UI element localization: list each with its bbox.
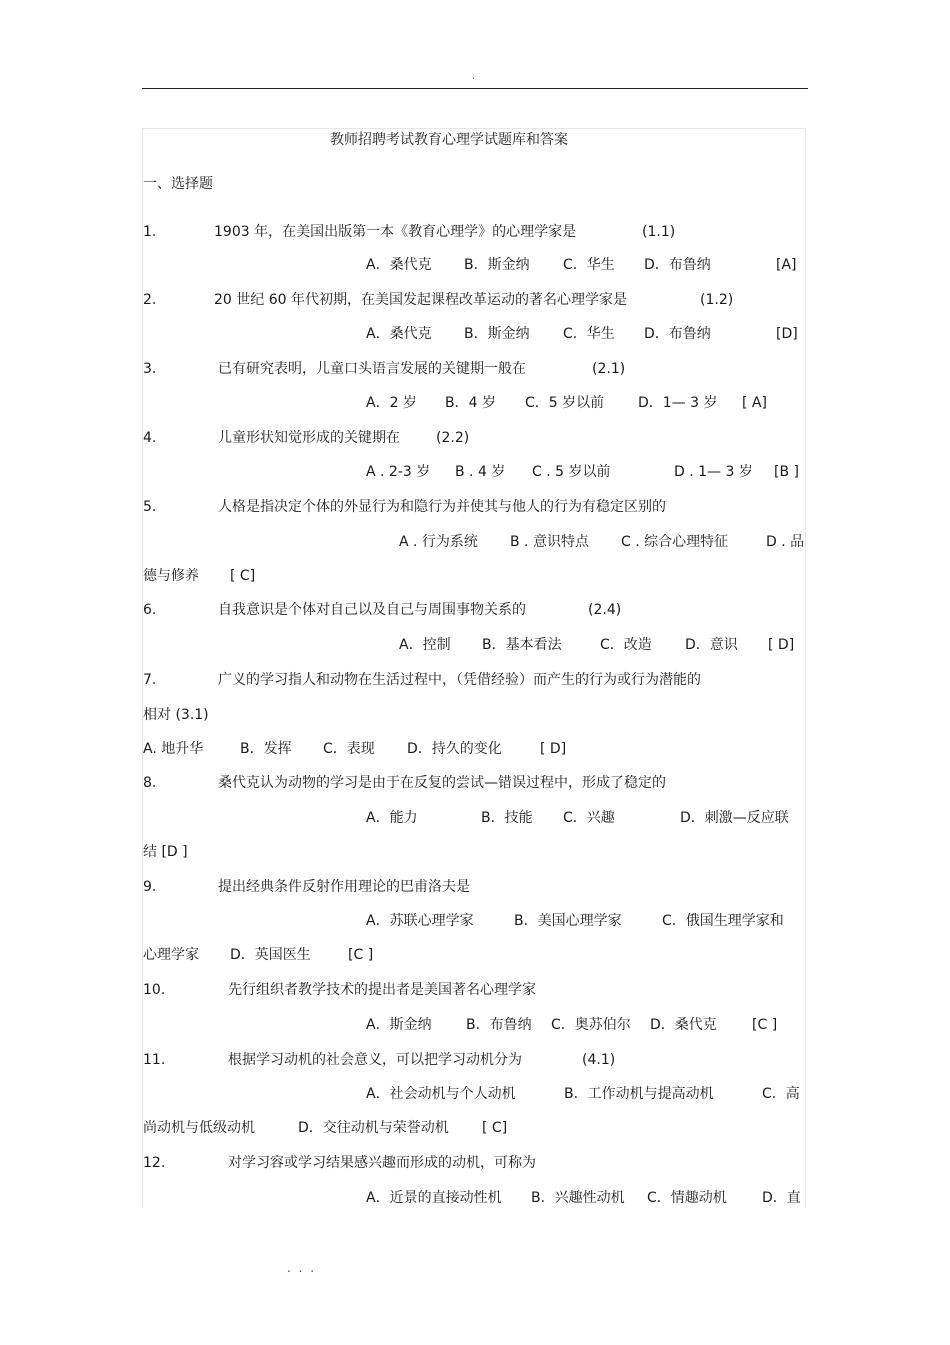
option-c-continued: 尚动机与低级动机 <box>143 1120 255 1136</box>
option-c: C．华生 <box>563 257 615 273</box>
option-d: D . 1— 3 岁 <box>674 464 753 480</box>
question-number: 2. <box>143 292 157 308</box>
question-number: 5. <box>143 499 157 515</box>
option-d-continued: 德与修养 <box>143 568 199 584</box>
question-text: 桑代克认为动物的学习是由于在反复的尝试—错误过程中，形成了稳定的 <box>218 775 666 791</box>
option-c: C．华生 <box>563 326 615 342</box>
content-frame-right <box>805 128 806 1208</box>
question-number: 11. <box>143 1052 166 1068</box>
option-d: D．持久的变化 <box>407 741 502 757</box>
option-d: D．1— 3 岁 <box>638 395 718 411</box>
option-d: D．布鲁纳 <box>644 326 711 342</box>
option-c: C．高 <box>762 1086 800 1102</box>
question-text: 1903 年，在美国出版第一本《教育心理学》的心理学家是 <box>214 224 577 240</box>
option-d: D．桑代克 <box>650 1017 717 1033</box>
question-number: 9. <box>143 879 157 895</box>
option-d: D．意识 <box>685 637 738 653</box>
option-b: B．兴趣性动机 <box>531 1190 625 1206</box>
option-d: D．英国医生 <box>230 947 311 963</box>
option-b: B . 意识特点 <box>510 534 589 550</box>
question-number: 10. <box>143 982 166 998</box>
option-b: B．工作动机与提高动机 <box>564 1086 714 1102</box>
option-d: D . 品 <box>766 534 805 550</box>
option-b: B．基本看法 <box>482 637 562 653</box>
question-text: 儿童形状知觉形成的关键期在 <box>218 430 400 446</box>
question-text: 根据学习动机的社会意义，可以把学习动机分为 <box>228 1052 522 1068</box>
question-ref: (1.1) <box>642 224 676 240</box>
question-number: 7. <box>143 672 157 688</box>
answer: [ C] <box>230 568 256 584</box>
option-c: C . 综合心理特征 <box>621 534 729 550</box>
option-c: C．奥苏伯尔 <box>551 1017 631 1033</box>
document-title: 教师招聘考试教育心理学试题库和答案 <box>330 132 568 148</box>
option-d-continued: 结 [D ] <box>143 844 188 860</box>
option-a: A. 地升华 <box>143 741 204 757</box>
option-a: A．苏联心理学家 <box>366 913 474 929</box>
footer-mark: . . . <box>287 1261 317 1275</box>
answer: [B ] <box>774 464 799 480</box>
question-number: 12. <box>143 1155 166 1171</box>
option-b: B．斯金纳 <box>464 257 530 273</box>
question-text: 自我意识是个体对自己以及自己与周围事物关系的 <box>218 602 526 618</box>
option-c: C．5 岁以前 <box>525 395 605 411</box>
option-c: C . 5 岁以前 <box>532 464 611 480</box>
question-text: 对学习容或学习结果感兴趣而形成的动机，可称为 <box>228 1155 536 1171</box>
question-number: 1. <box>143 224 157 240</box>
answer: [C ] <box>752 1017 778 1033</box>
answer: [C ] <box>348 947 374 963</box>
question-text: 先行组织者教学技术的提出者是美国著名心理学家 <box>228 982 536 998</box>
question-ref: (4.1) <box>582 1052 616 1068</box>
question-ref: (2.2) <box>436 430 470 446</box>
question-number: 3. <box>143 361 157 377</box>
option-b: B．4 岁 <box>445 395 496 411</box>
option-a: A . 2-3 岁 <box>366 464 431 480</box>
section-heading: 一、选择题 <box>143 176 213 192</box>
question-ref: (1.2) <box>700 292 734 308</box>
option-d: D．刺激—反应联 <box>680 810 789 826</box>
header-mark: . <box>472 71 476 82</box>
option-a: A．桑代克 <box>366 257 432 273</box>
option-a: A . 行为系统 <box>399 534 478 550</box>
answer: [ D] <box>768 637 795 653</box>
option-c: C．改造 <box>600 637 652 653</box>
option-c: C．兴趣 <box>563 810 615 826</box>
answer: [ D] <box>540 741 567 757</box>
option-c: C．情趣动机 <box>647 1190 727 1206</box>
question-text: 人格是指决定个体的外显行为和隐行为并使其与他人的行为有稳定区别的 <box>218 499 666 515</box>
option-b: B．布鲁纳 <box>466 1017 532 1033</box>
question-text: 20 世纪 60 年代初期，在美国发起课程改革运动的著名心理学家是 <box>214 292 627 308</box>
option-b: B．斯金纳 <box>464 326 530 342</box>
option-a: A．桑代克 <box>366 326 432 342</box>
question-text: 广义的学习指人和动物在生活过程中，（凭借经验）而产生的行为或行为潜能的 <box>218 672 701 688</box>
option-c: C．表现 <box>323 741 375 757</box>
content-frame-left <box>142 128 143 1208</box>
option-c: C．俄国生理学家和 <box>662 913 784 929</box>
option-b: B．技能 <box>481 810 533 826</box>
question-number: 8. <box>143 775 157 791</box>
answer: [D] <box>776 326 798 342</box>
option-b: B . 4 岁 <box>455 464 506 480</box>
option-d: D．交往动机与荣誉动机 <box>298 1120 449 1136</box>
option-c-continued: 心理学家 <box>143 947 199 963</box>
question-ref: (2.4) <box>588 602 622 618</box>
question-number: 6. <box>143 602 157 618</box>
question-text: 提出经典条件反射作用理论的巴甫洛夫是 <box>218 879 470 895</box>
question-number: 4. <box>143 430 157 446</box>
header-rule <box>142 88 808 89</box>
answer: [ A] <box>742 395 767 411</box>
option-b: B．发挥 <box>240 741 292 757</box>
answer: [ C] <box>482 1120 508 1136</box>
answer: [A] <box>776 257 797 273</box>
option-a: A．能力 <box>366 810 418 826</box>
question-text-continued: 相对 (3.1) <box>143 707 209 723</box>
option-a: A．近景的直接动性机 <box>366 1190 502 1206</box>
option-a: A．控制 <box>399 637 451 653</box>
option-d: D．布鲁纳 <box>644 257 711 273</box>
content-frame-top <box>142 128 806 129</box>
option-a: A．2 岁 <box>366 395 417 411</box>
question-ref: (2.1) <box>592 361 626 377</box>
option-b: B．美国心理学家 <box>514 913 622 929</box>
option-a: A．社会动机与个人动机 <box>366 1086 516 1102</box>
question-text: 已有研究表明，儿童口头语言发展的关键期一般在 <box>218 361 526 377</box>
option-a: A．斯金纳 <box>366 1017 432 1033</box>
option-d: D．直 <box>762 1190 801 1206</box>
